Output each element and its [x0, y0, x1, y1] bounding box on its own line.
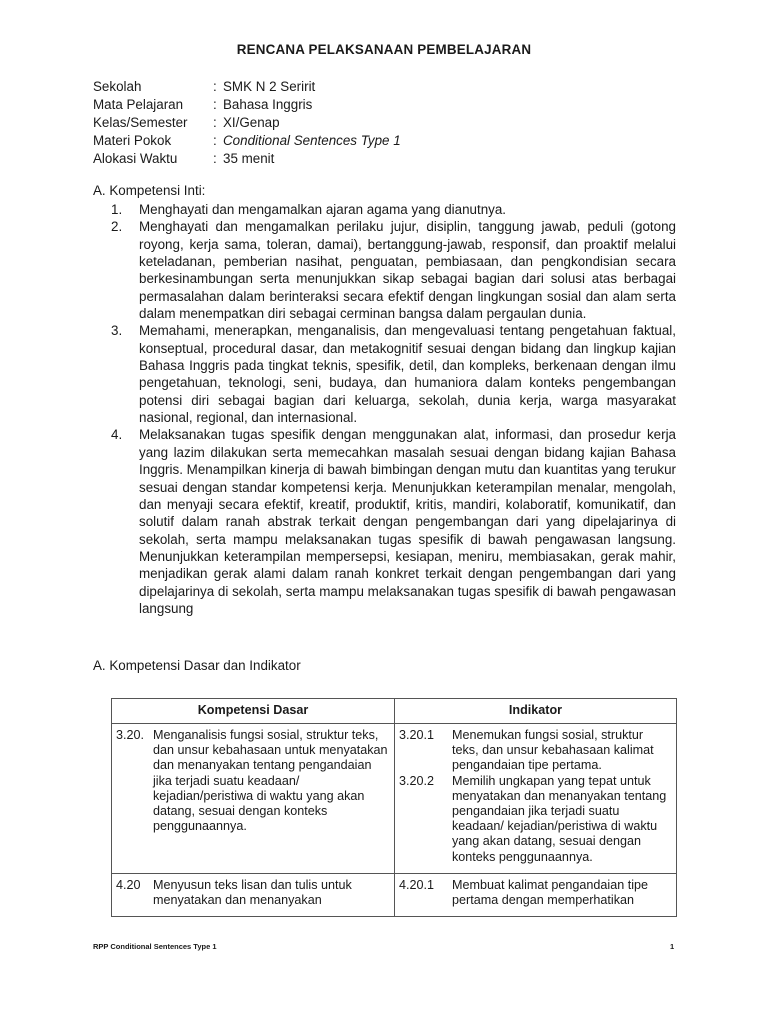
indicator-text: Memilih ungkapan yang tepat untuk menyatakan dan menanyakan tentang pengandaian jika terjadi suatu keadaan/ kejadian/peristiwa di waktu yang akan datang, sesuai dengan konteks penggunaannya. — [452, 773, 667, 864]
info-label: Sekolah — [93, 79, 142, 94]
list-item — [111, 201, 676, 218]
document-title: RENCANA PELAKSANAAN PEMBELAJARAN — [236, 42, 532, 57]
footer-document-name: RPP Conditional Sentences Type 1 — [93, 942, 217, 951]
indicator-entry — [399, 728, 672, 774]
info-row-alokasi-waktu — [93, 150, 401, 168]
indicator-cell — [395, 873, 677, 916]
list-text: Menghayati dan mengamalkan ajaran agama yang dianutnya. — [139, 202, 507, 217]
kd-text: Menyusun teks lisan dan tulis untuk menyatakan dan menanyakan — [153, 877, 352, 908]
indicator-code: 3.20.1 — [399, 728, 435, 742]
indicator-entry — [399, 878, 672, 908]
list-item — [111, 322, 676, 426]
kd-text: Menganalisis fungsi sosial, struktur teks, dan unsur kebahasaan untuk menyatakan dan menanyakan tentang pengandaian jika terjadi suatu keadaan/ kejadian/peristiwa di waktu yang akan datang, sesuai dengan konteks penggunaannya. — [153, 728, 388, 834]
list-number: 1. — [111, 202, 123, 217]
kd-code: 4.20 — [116, 877, 141, 892]
list-text: Menghayati dan mengamalkan perilaku jujur, disiplin, tanggung jawab, peduli (gotong royong, kerja sama, toleran, damai), bertanggung-jawab, responsif, dan proaktif melalui keteladanan, pemberian nasihat, penguatan, pembiasaan, dan pengkondisian secara berkesinambungan serta menunjukkan sikap sebagai bagian dari solusi atas berbagai permasalahan dalam berinteraksi secara efektif dengan lingkungan sosial dan alam serta dalam menempatkan diri sebagai cerminan bangsa dalam pergaulan dunia. — [139, 219, 676, 322]
indicator-entry — [399, 774, 672, 865]
list-item — [111, 426, 676, 617]
info-row-materi-pokok — [93, 132, 401, 150]
section-heading-kompetensi-dasar: A. Kompetensi Dasar dan Indikator — [93, 658, 301, 673]
info-label: Kelas/Semester — [93, 115, 188, 130]
column-header-indikator: Indikator — [395, 699, 677, 724]
list-number: 4. — [111, 427, 123, 443]
indicator-cell — [395, 724, 677, 874]
table-row — [112, 724, 677, 874]
info-value: Bahasa Inggris — [223, 97, 313, 112]
info-value: XI/Genap — [223, 115, 280, 130]
info-label: Materi Pokok — [93, 133, 172, 148]
info-colon: : — [213, 133, 217, 148]
info-label: Alokasi Waktu — [93, 151, 178, 166]
list-number: 2. — [111, 219, 123, 235]
identity-block — [93, 78, 401, 168]
info-value: Conditional Sentences Type 1 — [223, 133, 401, 148]
indicator-text: Menemukan fungsi sosial, struktur teks, dan unsur kebahasaan kalimat pengandaian tipe pertama. — [452, 728, 654, 773]
info-row-mata-pelajaran — [93, 96, 401, 114]
info-colon: : — [213, 97, 217, 112]
info-value: SMK N 2 Seririt — [223, 79, 316, 94]
info-value: 35 menit — [223, 151, 275, 166]
column-header-kompetensi-dasar: Kompetensi Dasar — [112, 699, 395, 724]
kd-code: 3.20. — [116, 728, 145, 742]
info-row-kelas-semester — [93, 114, 401, 132]
kd-cell — [112, 724, 395, 874]
footer-page-number: 1 — [670, 942, 675, 951]
info-colon: : — [213, 79, 217, 94]
table-row — [112, 873, 677, 916]
kompetensi-dasar-table — [111, 698, 677, 917]
section-heading-kompetensi-inti: A. Kompetensi Inti: — [93, 183, 206, 198]
list-number: 3. — [111, 323, 123, 339]
list-text: Melaksanakan tugas spesifik dengan menggunakan alat, informasi, dan prosedur kerja yang lazim dilakukan serta memecahkan masalah sesuai dengan bidang kajian Bahasa Inggris. Menampilkan kinerja di bawah bimbingan dengan mutu dan kuantitas yang terukur sesuai dengan standar kompetensi kerja. Menunjukkan keterampilan menalar, mengolah, dan menyaji secara efektif, kreatif, produktif, kritis, mandiri, kolaboratif, komunikatif, dan solutif dalam ranah abstrak terkait dengan pengembangan dari yang dipelajarinya di sekolah, serta mampu melaksanakan tugas spesifik di bawah pengawasan langsung. Menunjukkan keterampilan mempersepsi, kesiapan, meniru, membiasakan, gerak mahir, menjadikan gerak alami dalam ranah konkret terkait dengan pengembangan dari yang dipelajarinya di sekolah, serta mampu melaksanakan tugas spesifik di bawah pengawasan langsung — [139, 427, 676, 616]
kd-entry — [116, 878, 390, 908]
kd-cell — [112, 873, 395, 916]
kompetensi-inti-list — [111, 201, 676, 617]
indicator-text: Membuat kalimat pengandaian tipe pertama dengan memperhatikan — [452, 877, 649, 908]
table-header-row — [112, 699, 677, 724]
info-colon: : — [213, 151, 217, 166]
info-row-sekolah — [93, 78, 401, 96]
indicator-code: 4.20.1 — [399, 877, 435, 892]
list-text: Memahami, menerapkan, menganalisis, dan mengevaluasi tentang pengetahuan faktual, konseptual, procedural dasar, dan metakognitif sesuai dengan bidang dan lingkup kajian Bahasa Inggris pada tingkat teknis, spesifik, detil, dan kompleks, berkenaan dengan ilmu pengetahuan, teknologi, seni, budaya, dan humaniora dalam konteks pengembangan potensi diri sebagai bagian dari keluarga, sekolah, dunia kerja, warga masyarakat nasional, regional, dan internasional. — [139, 323, 676, 426]
kd-entry — [116, 728, 390, 834]
info-label: Mata Pelajaran — [93, 97, 184, 112]
info-colon: : — [213, 115, 217, 130]
list-item — [111, 218, 676, 322]
indicator-code: 3.20.2 — [399, 773, 435, 788]
